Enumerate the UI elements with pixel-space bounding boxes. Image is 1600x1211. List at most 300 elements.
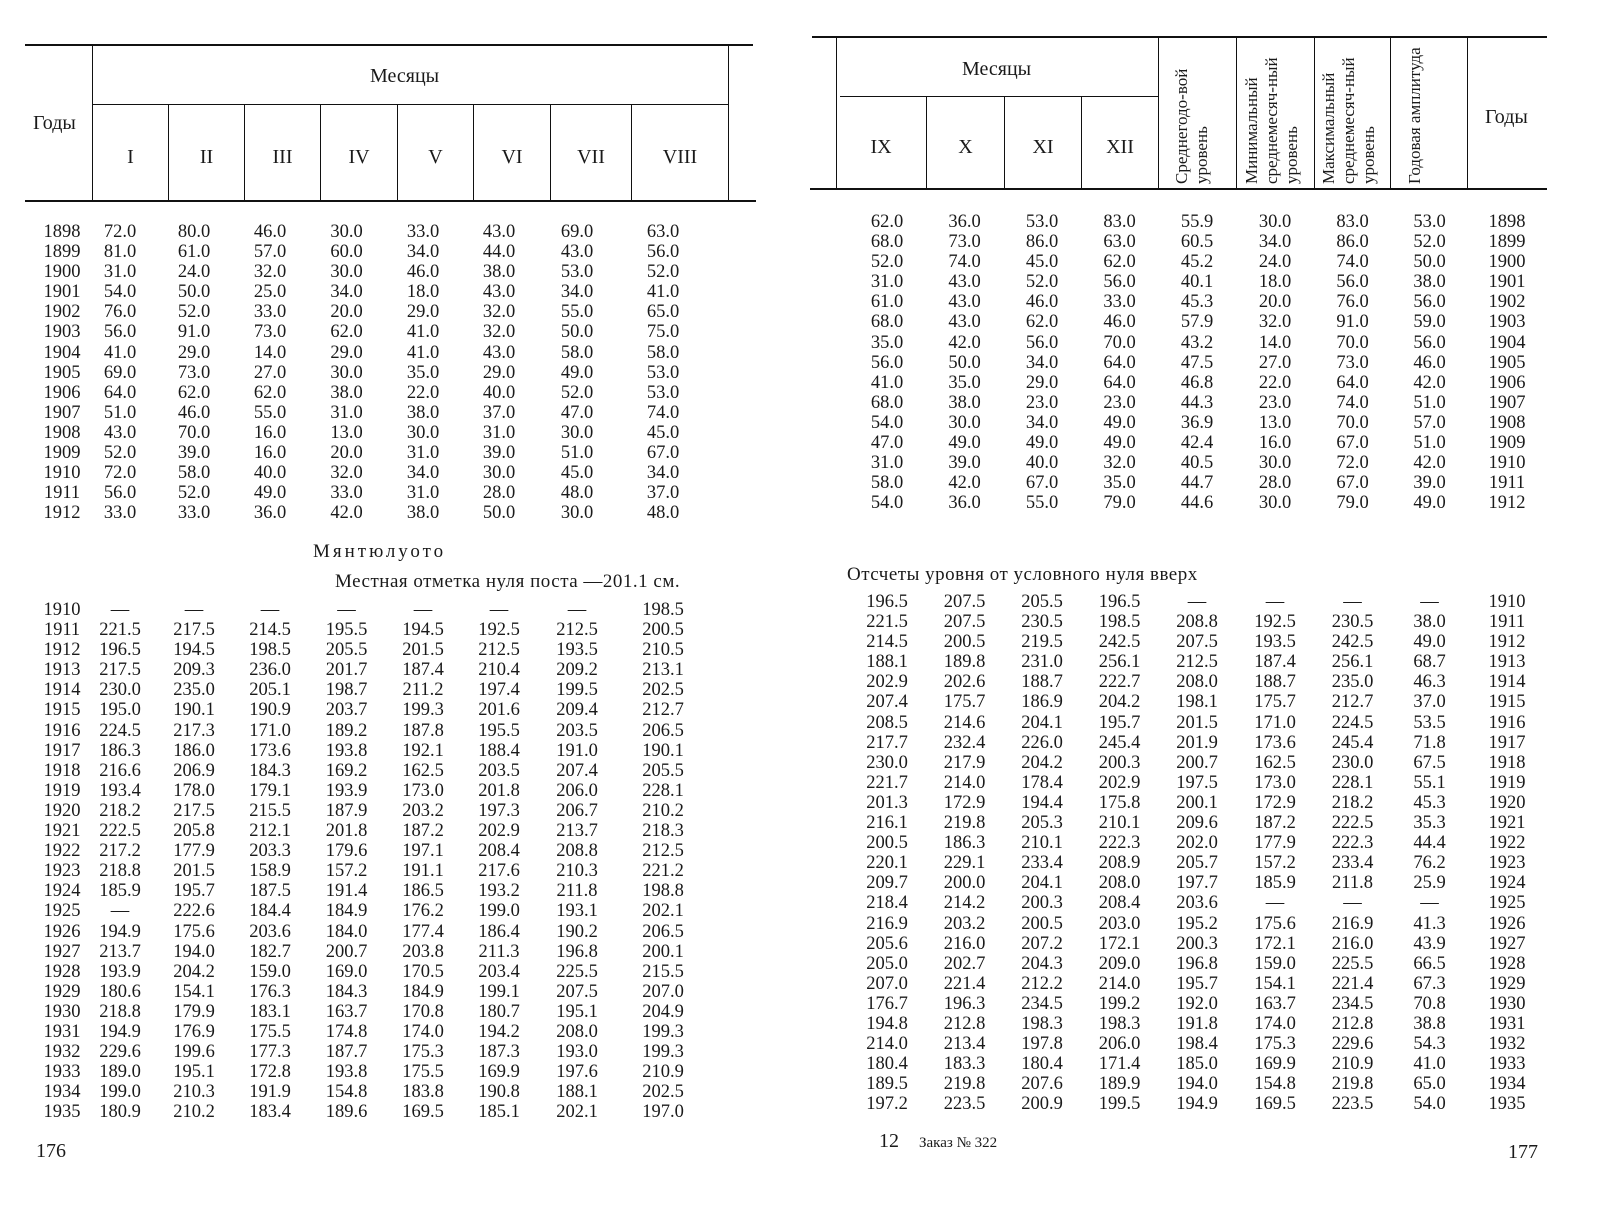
table-cell: 80.0 [177, 222, 211, 242]
table-cell: 56.0 [646, 242, 680, 263]
table-cell: 29.0 [177, 342, 211, 363]
table-cell: 1910 [43, 600, 81, 620]
table-cell: 176.9 [173, 1021, 215, 1042]
table-cell: 1912 [43, 640, 81, 661]
table-cell: 46.8 [1180, 372, 1214, 393]
table-cell: 72.0 [1336, 453, 1369, 474]
table-cell: 189.5 [866, 1074, 908, 1095]
table-row [40, 222, 709, 242]
table-cell: 176.7 [866, 993, 908, 1014]
table-cell: 218.2 [1331, 792, 1374, 813]
table-cell: 199.3 [642, 1042, 684, 1063]
table-cell: 194.9 [99, 1021, 141, 1042]
table-row [40, 700, 709, 720]
table-cell: 189.8 [943, 652, 986, 673]
table-cell: 207.0 [642, 981, 684, 1002]
table-cell: 198.3 [1021, 1013, 1063, 1034]
table-cell: 67.0 [1336, 433, 1369, 454]
table-cell: — [110, 901, 130, 922]
table-cell: 226.0 [1021, 732, 1063, 753]
table-cell: 194.4 [1021, 792, 1063, 813]
table-cell: 212.1 [249, 821, 291, 842]
table-cell: 38.0 [406, 503, 440, 524]
table-cell: 207.2 [1021, 933, 1063, 954]
table-cell: 29.0 [482, 362, 516, 383]
table-cell: 67.5 [1413, 752, 1446, 773]
table-row [40, 901, 709, 921]
table-cell: 49.0 [1413, 632, 1446, 653]
table-cell: 184.3 [325, 981, 368, 1002]
table-cell: 210.5 [642, 640, 684, 661]
table-cell: 1915 [43, 700, 81, 721]
table-cell: 228.1 [1331, 772, 1374, 793]
table-cell: 56.0 [870, 352, 904, 373]
table-cell: 36.9 [1180, 412, 1214, 433]
table-cell: 230.5 [1021, 612, 1063, 633]
table-cell: 31.0 [406, 483, 440, 504]
table-cell: 1922 [43, 841, 81, 862]
table-cell: 172.1 [1254, 933, 1296, 954]
table-cell: 49.0 [560, 362, 594, 383]
table-cell: 1922 [1488, 833, 1526, 854]
month-header-II: II [199, 146, 214, 168]
table-cell: 61.0 [177, 242, 211, 263]
table-cell: 1903 [43, 322, 81, 343]
table-cell: 221.4 [943, 973, 986, 994]
table-row [40, 1062, 709, 1082]
table-cell: 1924 [1488, 873, 1526, 894]
table-cell: 34.0 [1025, 352, 1059, 373]
table-row [848, 793, 1546, 813]
table-cell: 1908 [1488, 412, 1526, 433]
table-cell: 51.0 [1413, 392, 1446, 413]
table-cell: 205.7 [1176, 853, 1218, 874]
table-cell: 196.8 [556, 941, 598, 962]
table-cell: 205.6 [866, 933, 908, 954]
table-cell: 208.8 [556, 841, 598, 862]
table-cell: 16.0 [253, 443, 287, 464]
table-cell: 195.2 [1176, 913, 1218, 934]
table-cell: 30.0 [330, 222, 363, 242]
month-header-VII: VII [577, 146, 605, 168]
header-top-rule [812, 36, 1547, 38]
table-cell: 39.0 [177, 443, 211, 464]
table-cell: 1912 [1488, 493, 1526, 514]
table-cell: 62.0 [1103, 252, 1136, 273]
table-cell: 42.4 [1180, 433, 1214, 454]
months-header: Месяцы [962, 58, 1032, 80]
table-cell: 221.4 [1331, 973, 1374, 994]
table-cell: 54.0 [103, 282, 137, 303]
table-cell: 192.5 [1254, 612, 1296, 633]
left-page [0, 0, 780, 1211]
table-cell: 1930 [1488, 993, 1526, 1014]
table-cell: 204.9 [642, 1001, 684, 1022]
table-cell: 234.5 [1331, 993, 1374, 1014]
table-cell: 1931 [1488, 1013, 1526, 1034]
table-cell: 1916 [1488, 712, 1526, 733]
station-title: Мянтюлуото [313, 541, 447, 562]
table-cell: 30.0 [948, 412, 981, 433]
header-top-rule [25, 44, 753, 46]
table-cell: 184.9 [325, 901, 368, 922]
table-cell: 214.0 [866, 1034, 908, 1055]
table-cell: 1921 [43, 821, 81, 842]
table-cell: 187.4 [402, 660, 444, 681]
table-cell: 43.9 [1413, 933, 1446, 954]
table-row [40, 781, 709, 801]
table-cell: 1927 [43, 941, 81, 962]
table-cell: 1899 [1488, 232, 1526, 253]
table-cell: 1910 [1488, 592, 1526, 612]
table-cell: 183.3 [943, 1054, 986, 1075]
table-cell: 37.0 [482, 402, 516, 423]
table-cell: 230.5 [1331, 612, 1374, 633]
table-cell: 204.3 [1021, 953, 1063, 974]
table-cell: 195.7 [173, 881, 215, 902]
table-cell: 208.0 [556, 1021, 598, 1042]
table-cell: 163.7 [1254, 993, 1296, 1014]
table-cell: 75.0 [646, 322, 680, 343]
table-cell: 38.0 [948, 392, 981, 413]
table-cell: 190.1 [173, 700, 215, 721]
table-cell: 1902 [43, 302, 81, 323]
table-cell: 51.0 [103, 402, 137, 423]
table-cell: 54.0 [870, 412, 904, 433]
table-row [848, 353, 1546, 373]
table-cell: 210.3 [173, 1082, 215, 1103]
table-cell: 210.2 [642, 800, 684, 821]
table-row [848, 914, 1546, 934]
table-cell: 1911 [43, 620, 81, 641]
table-cell: 219.8 [943, 1074, 986, 1095]
table-cell: 173.6 [1254, 732, 1296, 753]
col-divider [1236, 38, 1237, 188]
table-cell: 79.0 [1336, 493, 1369, 514]
table-cell: 1898 [43, 222, 81, 242]
table-cell: 221.2 [642, 861, 684, 882]
table-cell: 1929 [43, 981, 81, 1002]
table-cell: 225.5 [556, 961, 598, 982]
table-cell: 22.0 [1258, 372, 1292, 393]
table-cell: 52.0 [177, 483, 211, 504]
table-cell: 44.3 [1180, 392, 1214, 413]
table-cell: 202.1 [556, 1102, 598, 1123]
table-cell: 52.0 [1413, 232, 1446, 253]
table-cell: — [489, 600, 509, 620]
table-cell: 1934 [43, 1082, 81, 1103]
table-cell: 209.6 [1176, 813, 1218, 834]
table-cell: 206.0 [556, 780, 598, 801]
table-cell: 52.0 [870, 252, 904, 273]
table-cell: 46.0 [253, 222, 287, 242]
table-cell: 186.4 [478, 921, 520, 942]
table-cell: 203.7 [325, 700, 368, 721]
table-cell: 29.0 [330, 342, 363, 363]
table-cell: 40.0 [1025, 453, 1059, 474]
table-cell: 213.7 [556, 821, 598, 842]
table-cell: 31.0 [330, 402, 363, 423]
table-cell: 23.0 [1025, 392, 1059, 413]
table-cell: 230.0 [99, 680, 141, 701]
table-cell: 63.0 [646, 222, 680, 242]
table-cell: 195.5 [325, 620, 368, 641]
table-row [40, 680, 709, 700]
table-cell: 32.0 [482, 302, 516, 323]
right-table-2 [848, 592, 1546, 1114]
table-cell: 76.0 [103, 302, 137, 323]
table-cell: 203.5 [556, 720, 598, 741]
table-cell: 221.5 [99, 620, 141, 641]
table-cell: 48.0 [560, 483, 594, 504]
table-cell: 185.9 [1254, 873, 1296, 894]
table-cell: 219.8 [1331, 1074, 1374, 1095]
footer-number: 12 [879, 1130, 899, 1152]
table-cell: — [184, 600, 204, 620]
table-cell: 24.0 [177, 262, 211, 283]
table-cell: 1933 [43, 1062, 81, 1083]
table-cell: 1907 [43, 402, 81, 423]
table-cell: 179.1 [249, 780, 291, 801]
table-cell: 206.5 [642, 720, 684, 741]
table-row [848, 954, 1546, 974]
table-row [40, 503, 709, 523]
table-cell: 206.7 [556, 800, 598, 821]
table-row [848, 433, 1546, 453]
table-cell: 1913 [1488, 652, 1526, 673]
table-cell: 34.0 [1025, 412, 1059, 433]
table-cell: 20.0 [330, 302, 363, 323]
table-cell: 218.3 [642, 821, 684, 842]
table-cell: 54.0 [1413, 1094, 1446, 1115]
table-cell: 201.5 [173, 861, 215, 882]
table-cell: 172.8 [249, 1062, 291, 1083]
table-cell: 34.0 [406, 242, 440, 263]
table-cell: 203.2 [402, 800, 444, 821]
table-cell: 30.0 [330, 362, 363, 383]
table-cell: 52.0 [103, 443, 137, 464]
table-cell: 65.0 [646, 302, 680, 323]
table-cell: 24.0 [1258, 252, 1292, 273]
table-cell: 23.0 [1103, 392, 1136, 413]
table-cell: 204.2 [1098, 692, 1141, 713]
table-cell: 172.9 [943, 792, 986, 813]
table-cell: 53.0 [646, 382, 680, 403]
table-row [40, 861, 709, 881]
table-cell: 201.3 [866, 792, 908, 813]
table-cell: 35.3 [1413, 813, 1446, 834]
table-cell: 1930 [43, 1001, 81, 1022]
table-cell: 214.0 [1098, 973, 1141, 994]
table-row [848, 773, 1546, 793]
table-cell: 211.2 [402, 680, 444, 701]
table-cell: 201.5 [1176, 712, 1218, 733]
table-cell: 14.0 [253, 342, 287, 363]
table-row [40, 620, 709, 640]
table-cell: 180.7 [478, 1001, 520, 1022]
table-cell: 68.0 [870, 312, 904, 333]
table-cell: 58.0 [177, 463, 211, 484]
table-row [848, 632, 1546, 652]
table-cell: 1928 [1488, 953, 1526, 974]
table-cell: 55.0 [253, 402, 287, 423]
table-cell: 178.0 [173, 780, 215, 801]
table-cell: 1926 [1488, 913, 1526, 934]
table-cell: 173.0 [1254, 772, 1296, 793]
table-cell: 70.0 [177, 422, 211, 443]
table-cell: 1911 [43, 483, 81, 504]
table-cell: 202.7 [943, 953, 986, 974]
table-cell: 22.0 [406, 382, 440, 403]
table-cell: 169.5 [1254, 1094, 1296, 1115]
table-cell: 200.1 [1176, 792, 1218, 813]
table-cell: 1901 [1488, 272, 1526, 293]
table-cell: 54.0 [870, 493, 904, 514]
table-cell: 213.4 [943, 1034, 986, 1055]
table-cell: 29.0 [406, 302, 440, 323]
table-cell: 175.6 [173, 921, 215, 942]
table-row [40, 383, 709, 403]
table-cell: 50.0 [1413, 252, 1446, 273]
table-cell: 16.0 [253, 422, 287, 443]
table-cell: 69.0 [103, 362, 137, 383]
table-cell: 200.5 [642, 620, 684, 641]
table-cell: 175.3 [402, 1042, 444, 1063]
table-row [40, 262, 709, 282]
table-cell: 1909 [43, 443, 81, 464]
table-cell: 204.1 [1021, 712, 1063, 733]
table-cell: 190.2 [556, 921, 598, 942]
table-cell: 201.7 [325, 660, 368, 681]
table-cell: 44.0 [482, 242, 516, 263]
table-cell: 216.0 [943, 933, 986, 954]
years-header: Годы [33, 112, 76, 134]
table-cell: 175.7 [1254, 692, 1296, 713]
table-cell: 1908 [43, 422, 81, 443]
table-cell: 86.0 [1025, 232, 1059, 253]
table-cell: 208.0 [1098, 873, 1141, 894]
table-cell: 169.0 [325, 961, 368, 982]
table-cell: 1923 [43, 861, 81, 882]
table-cell: 201.8 [478, 780, 520, 801]
table-cell: 189.6 [325, 1102, 368, 1123]
table-cell: 193.5 [556, 640, 598, 661]
table-cell: 222.5 [99, 821, 141, 842]
table-cell: 175.7 [943, 692, 986, 713]
table-cell: 163.7 [325, 1001, 368, 1022]
table-cell: 194.0 [173, 941, 215, 962]
table-cell: 43.0 [948, 272, 981, 293]
table-cell: 206.0 [1098, 1034, 1141, 1055]
table-cell: 256.1 [1098, 652, 1141, 673]
table-cell: 91.0 [177, 322, 211, 343]
table-cell: 43.0 [103, 422, 137, 443]
table-cell: 202.5 [642, 1082, 684, 1103]
table-cell: — [413, 600, 433, 620]
table-cell: 173.6 [249, 740, 291, 761]
table-cell: 230.0 [866, 752, 908, 773]
table-cell: 188.1 [556, 1082, 598, 1103]
table-cell: 73.0 [177, 362, 211, 383]
table-cell: 216.9 [1331, 913, 1374, 934]
table-cell: 1933 [1488, 1054, 1526, 1075]
table-cell: 74.0 [646, 402, 680, 423]
table-cell: 1917 [43, 740, 81, 761]
table-cell: 205.5 [642, 760, 684, 781]
table-cell: 214.0 [943, 772, 986, 793]
table-cell: 211.3 [478, 941, 520, 962]
table-cell: 33.0 [406, 222, 440, 242]
table-cell: 56.0 [1103, 272, 1136, 293]
table-cell: 242.5 [1331, 632, 1374, 653]
table-cell: 172.9 [1254, 792, 1296, 813]
table-cell: 41.0 [406, 322, 440, 343]
col-divider [92, 46, 93, 200]
table-cell: 67.0 [646, 443, 680, 464]
table-cell: 1902 [1488, 292, 1526, 313]
table-cell: 192.5 [478, 620, 520, 641]
table-cell: 38.0 [482, 262, 516, 283]
table-cell: 33.0 [177, 503, 211, 524]
table-cell: 40.0 [482, 382, 516, 403]
table-cell: 200.3 [1021, 893, 1063, 914]
footer-order: Заказ № 322 [919, 1135, 998, 1151]
table-row [848, 994, 1546, 1014]
table-cell: 187.2 [402, 821, 444, 842]
table-cell: 43.0 [482, 342, 516, 363]
table-cell: 32.0 [1258, 312, 1292, 333]
table-cell: 13.0 [1258, 412, 1292, 433]
table-cell: 154.8 [325, 1082, 368, 1103]
table-cell: 195.1 [173, 1062, 215, 1083]
table-cell: 37.0 [646, 483, 680, 504]
table-cell: 202.6 [943, 672, 986, 693]
table-cell: 39.0 [482, 443, 516, 464]
table-cell: — [260, 600, 280, 620]
table-cell: 208.8 [1176, 612, 1218, 633]
table-cell: 1926 [43, 921, 81, 942]
table-cell: — [1343, 893, 1362, 914]
table-cell: 195.1 [556, 1001, 598, 1022]
table-cell: 159.0 [1254, 953, 1296, 974]
table-row [848, 1094, 1546, 1114]
table-cell: 207.5 [1176, 632, 1218, 653]
table-cell: 208.5 [866, 712, 908, 733]
table-cell: 70.0 [1103, 332, 1136, 353]
table-row [848, 292, 1546, 312]
table-cell: 154.1 [1254, 973, 1296, 994]
col-divider [1314, 38, 1315, 188]
table-cell: 194.8 [866, 1013, 908, 1034]
table-cell: 1909 [1488, 433, 1526, 454]
table-cell: — [1265, 592, 1285, 612]
table-cell: 191.0 [556, 740, 598, 761]
month-header-XI: XI [1032, 136, 1054, 158]
table-cell: 1904 [1488, 332, 1526, 353]
table-row [40, 1042, 709, 1062]
table-cell: 40.0 [253, 463, 287, 484]
table-cell: 27.0 [253, 362, 287, 383]
table-cell: 35.0 [1103, 473, 1136, 494]
table-cell: 209.7 [866, 873, 908, 894]
left-table-2 [40, 600, 709, 1122]
table-cell: 191.1 [402, 861, 444, 882]
table-cell: 37.0 [1413, 692, 1446, 713]
table-row [40, 922, 709, 942]
table-cell: 18.0 [1258, 272, 1292, 293]
table-cell: 186.3 [99, 740, 141, 761]
table-cell: 200.5 [943, 632, 986, 653]
